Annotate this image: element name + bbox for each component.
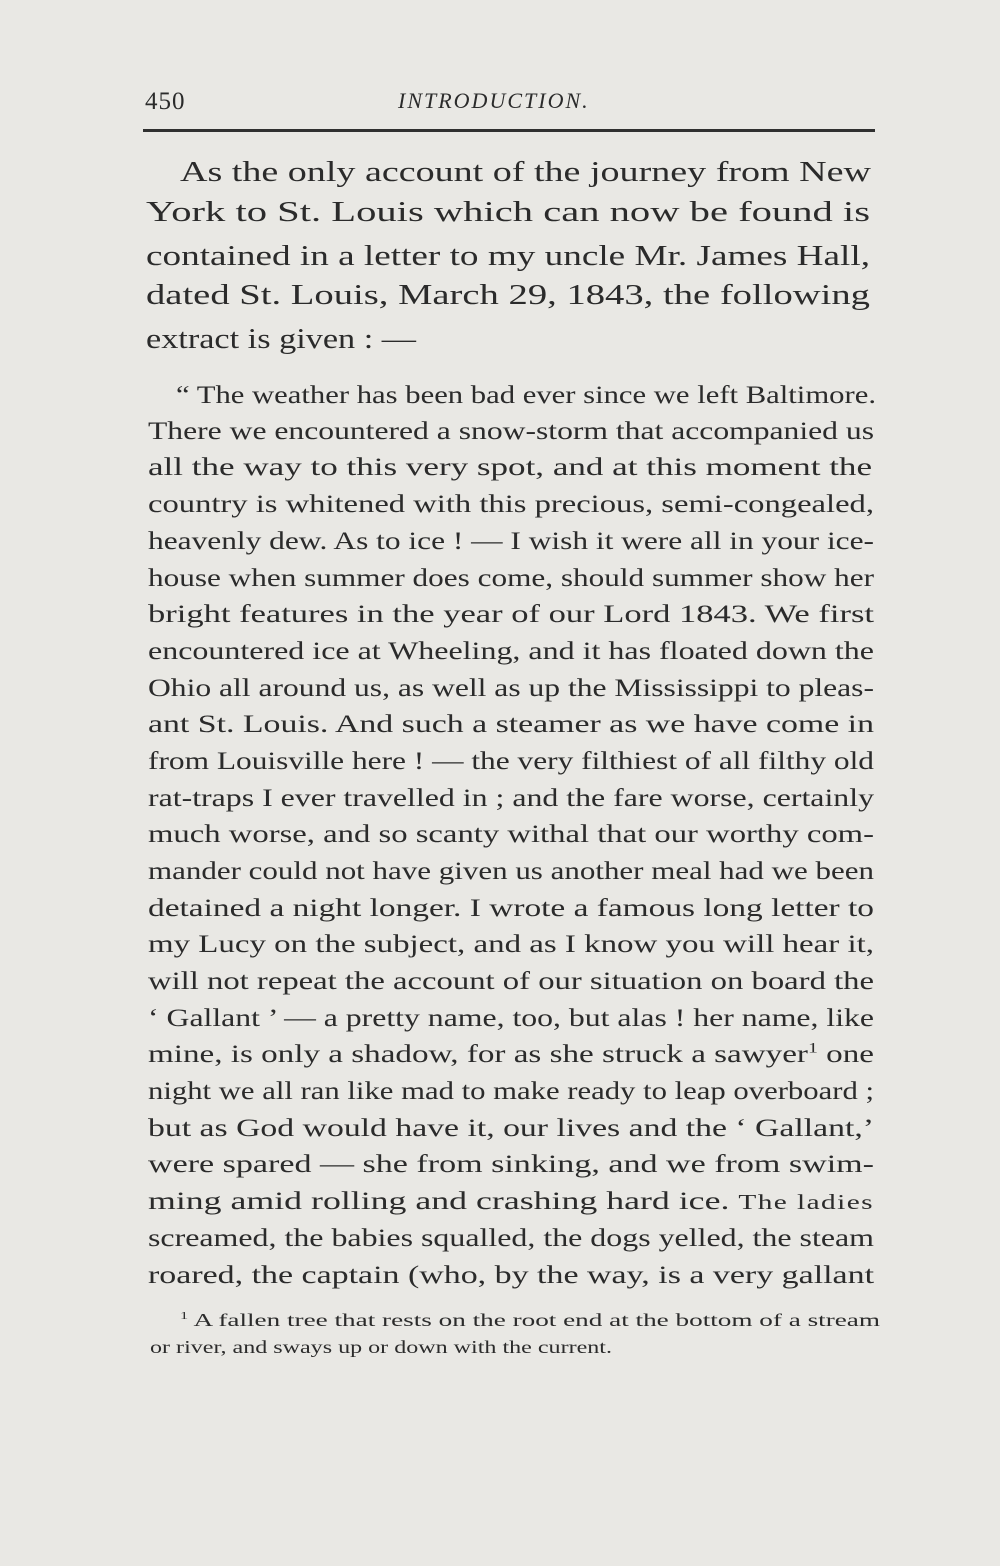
- text-line: all the way to this very spot, and at this moment the: [148, 454, 872, 481]
- footnote-marker: 1: [180, 1311, 189, 1323]
- text-line: screamed, the babies squalled, the dogs yelled, the steam: [148, 1225, 874, 1252]
- text-line: house when summer does come, should summer show her: [148, 565, 874, 592]
- text-line: encountered ice at Wheeling, and it has floated down the: [148, 638, 874, 665]
- text-line: were spared — she from sinking, and we from swim-: [148, 1151, 874, 1178]
- text-line: night we all ran like mad to make ready to leap overboard ;: [148, 1078, 875, 1105]
- text-line: detained a night longer. I wrote a famous long letter to: [148, 895, 874, 922]
- text-segment: A fallen tree that rests on the root end at the bottom of a stream: [188, 1310, 881, 1330]
- text-line: As the only account of the journey from New: [180, 156, 871, 188]
- text-line: extract is given : —: [146, 323, 416, 355]
- text-line: heavenly dew. As to ice ! — I wish it were all in your ice-: [148, 528, 874, 555]
- text-line: country is whitened with this precious, semi-congealed,: [148, 491, 874, 518]
- text-line: ‘ Gallant ’ — a pretty name, too, but alas ! her name, like: [148, 1005, 874, 1032]
- text-line: [148, 1041, 874, 1069]
- footnote-line: or river, and sways up or down with the current.: [150, 1337, 612, 1357]
- text-line: York to St. Louis which can now be found is: [146, 196, 870, 228]
- text-line: dated St. Louis, March 29, 1843, the following: [146, 279, 870, 311]
- text-line: but as God would have it, our lives and the ‘ Gallant,’: [148, 1115, 874, 1142]
- text-line: Ohio all around us, as well as up the Mississippi to pleas-: [148, 675, 874, 702]
- header-rule: [143, 129, 875, 132]
- page-header: [145, 88, 877, 122]
- text-line: There we encountered a snow-storm that accompanied us: [148, 418, 874, 445]
- text-line: from Louisville here ! — the very filthiest of all filthy old: [148, 748, 874, 775]
- text-line: much worse, and so scanty withal that our worthy com-: [148, 821, 874, 848]
- text-line: contained in a letter to my uncle Mr. James Hall,: [146, 240, 870, 272]
- text-line: [148, 1188, 874, 1216]
- page-number: 450: [145, 88, 186, 115]
- text-line: ant St. Louis. And such a steamer as we have come in: [148, 711, 874, 738]
- text-segment: mine, is only a shadow, for as she struck a sawyer: [148, 1041, 808, 1068]
- text-line: my Lucy on the subject, and as I know you will hear it,: [148, 931, 874, 958]
- text-segment: one: [817, 1041, 874, 1068]
- text-segment: ming amid rolling and crashing hard ice.: [148, 1188, 739, 1215]
- text-line: bright features in the year of our Lord 1843. We first: [148, 601, 874, 628]
- footnote-reference: 1: [807, 1040, 818, 1057]
- text-line: rat-traps I ever travelled in ; and the fare worse, certainly: [148, 785, 874, 812]
- text-line: roared, the captain (who, by the way, is a very gallant: [148, 1262, 874, 1289]
- footnote-line: [180, 1310, 880, 1331]
- text-line: will not repeat the account of our situation on board the: [148, 968, 874, 995]
- text-line: mander could not have given us another meal had we been: [148, 858, 874, 885]
- running-title: INTRODUCTION.: [398, 88, 590, 113]
- text-line: “ The weather has been bad ever since we left Baltimore.: [176, 382, 876, 409]
- small-caps-text: The ladies: [738, 1192, 874, 1214]
